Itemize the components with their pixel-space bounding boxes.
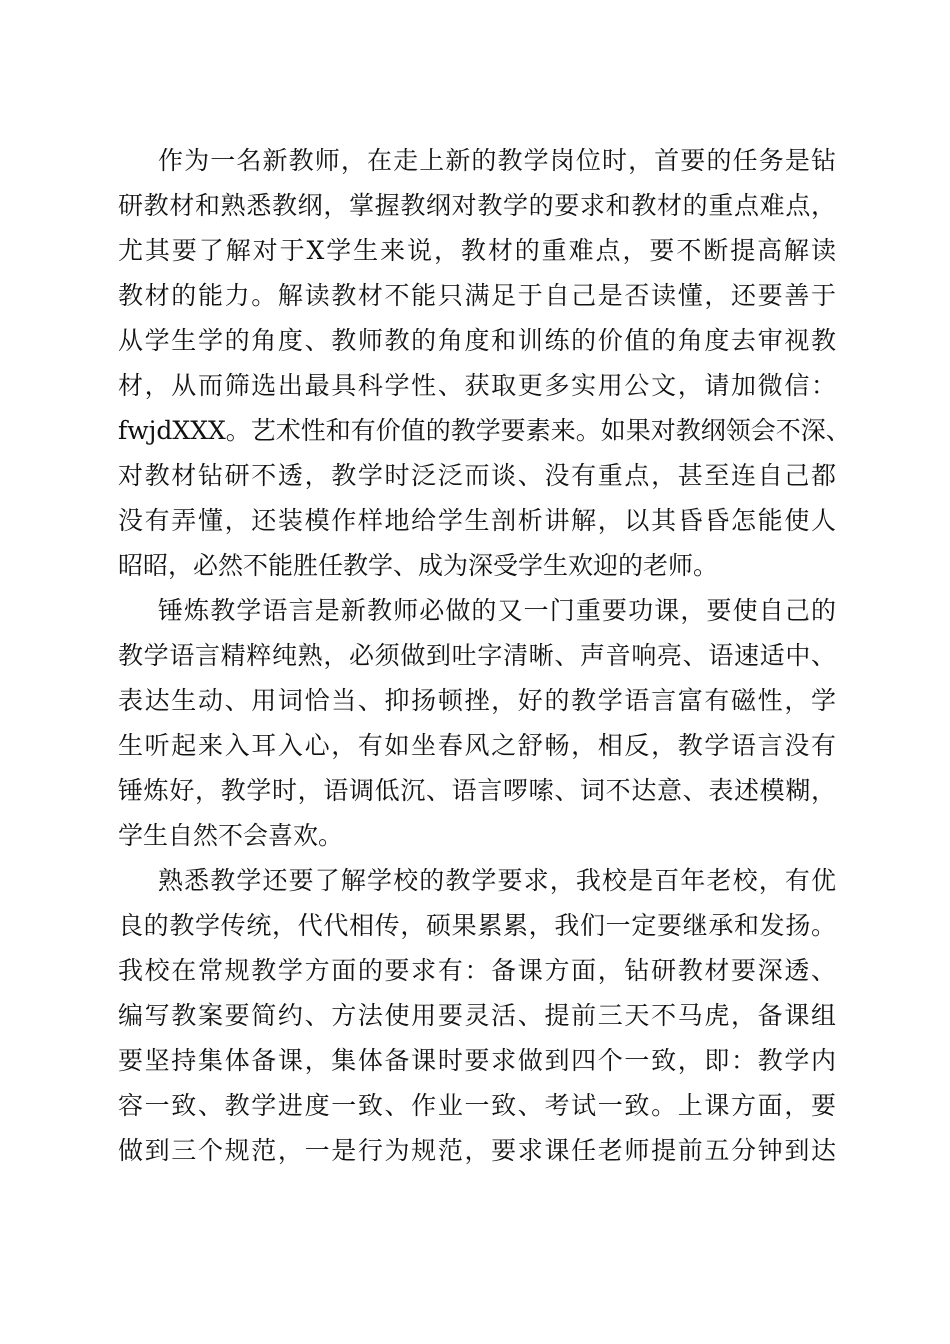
text-line: 做到三个规范，一是行为规范，要求课任老师提前五分钟到达 bbox=[118, 1136, 836, 1165]
text-line: 没有弄懂，还装模作样地给学生剖析讲解，以其昏昏怎能使人 bbox=[118, 506, 836, 535]
paragraph-2 bbox=[118, 588, 836, 858]
text-line: 研教材和熟悉教纲，掌握教纲对教学的要求和教材的重点难点， bbox=[118, 191, 836, 220]
text-line: 昭昭，必然不能胜任教学、成为深受学生欢迎的老师。 bbox=[118, 551, 719, 580]
text-line: 锤炼好，教学时，语调低沉、语言啰嗦、词不达意、表述模糊， bbox=[118, 776, 836, 805]
paragraph-3 bbox=[118, 858, 836, 1173]
paragraph-1 bbox=[118, 138, 851, 588]
text-line: 学生自然不会喜欢。 bbox=[118, 821, 344, 850]
text-line: 熟悉教学还要了解学校的教学要求，我校是百年老校，有优 bbox=[158, 866, 836, 895]
text-line: 锤炼教学语言是新教师必做的又一门重要功课，要使自己的 bbox=[158, 596, 836, 625]
text-line: 教学语言精粹纯熟，必须做到吐字清晰、声音响亮、语速适中、 bbox=[118, 641, 836, 670]
text-line: 良的教学传统，代代相传，硕果累累，我们一定要继承和发扬。 bbox=[118, 911, 836, 940]
text-line: 尤其要了解对于X学生来说，教材的重难点，要不断提高解读 bbox=[118, 236, 836, 265]
text-line: 我校在常规教学方面的要求有：备课方面，钻研教材要深透、 bbox=[118, 956, 836, 985]
text-line: 材，从而筛选出最具科学性、获取更多实用公文，请加微信： bbox=[118, 371, 836, 400]
text-line: 编写教案要简约、方法使用要灵活、提前三天不马虎，备课组 bbox=[118, 1001, 836, 1030]
text-line: 表达生动、用词恰当、抑扬顿挫，好的教学语言富有磁性，学 bbox=[118, 686, 836, 715]
text-line: 从学生学的角度、教师教的角度和训练的价值的角度去审视教 bbox=[118, 326, 836, 355]
body-text bbox=[118, 138, 851, 1173]
text-line: 教材的能力。解读教材不能只满足于自己是否读懂，还要善于 bbox=[118, 281, 836, 310]
text-line: fwjdXXX。艺术性和有价值的教学要素来。如果对教纲领会不深、 bbox=[118, 416, 851, 445]
text-line: 对教材钻研不透，教学时泛泛而谈、没有重点，甚至连自己都 bbox=[118, 461, 836, 490]
text-line: 要坚持集体备课，集体备课时要求做到四个一致，即：教学内 bbox=[118, 1046, 836, 1075]
text-line: 生听起来入耳入心，有如坐春风之舒畅，相反，教学语言没有 bbox=[118, 731, 836, 760]
text-line: 作为一名新教师，在走上新的教学岗位时，首要的任务是钻 bbox=[158, 146, 836, 175]
text-line: 容一致、教学进度一致、作业一致、考试一致。上课方面，要 bbox=[118, 1091, 836, 1120]
